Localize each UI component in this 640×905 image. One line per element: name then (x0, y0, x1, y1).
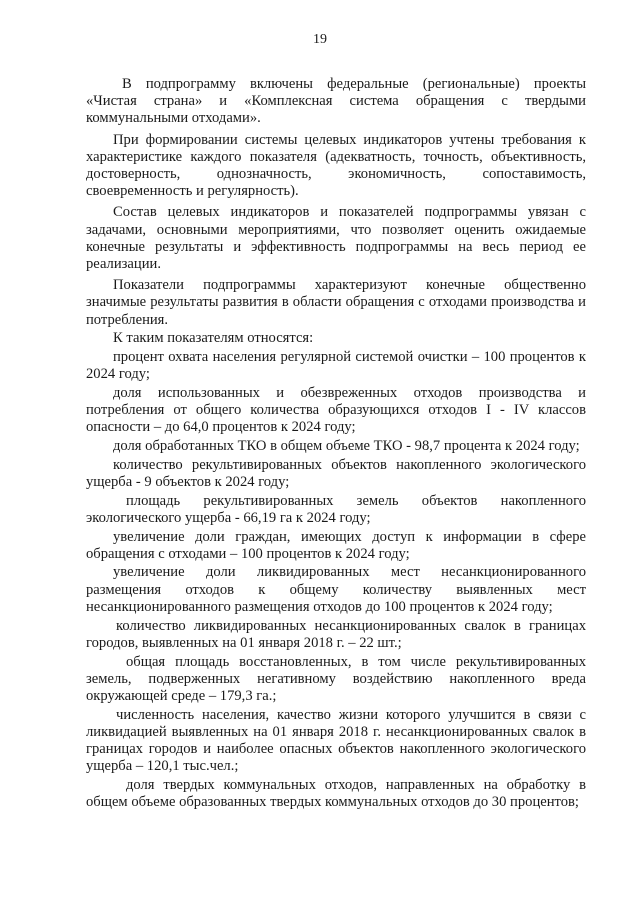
list-item-used-waste-share: доля использованных и обезвреженных отходов производства и потребления от общего количества образующихся отходов I - IV классов опасности – до 64,0 процентов к 2024 году; (86, 384, 586, 436)
paragraph-indicator-requirements: При формировании системы целевых индикаторов учтены требования к характеристике каждого показателя (адекватность, точность, объективность, достоверность, однозначность, экономичность, сопоставимость, своевременность и регулярность). (86, 131, 586, 200)
page-number: 19 (313, 32, 327, 47)
list-item-population: численность населения, качество жизни которого улучшится в связи с ликвидацией выявленных на 01 января 2018 г. несанкционированных свалок в границах городов и наиболее опасных объектов накопленного экологического ущерба – 120,1 тыс.чел.; (86, 706, 586, 775)
list-item-liquidated-dumps: количество ликвидированных несанкционированных свалок в границах городов, выявленных на 01 января 2018 г. – 22 шт.; (86, 617, 586, 651)
document-body (86, 76, 586, 813)
list-item-coverage: процент охвата населения регулярной системой очистки – 100 процентов к 2024 году; (86, 349, 586, 383)
list-item-information-access: увеличение доли граждан, имеющих доступ к информации в сфере обращения с отходами – 100 процентов к 2024 году; (86, 528, 586, 562)
paragraph-indicator-composition: Состав целевых индикаторов и показателей подпрограммы увязан с задачами, основными мероприятиями, что позволяет оценить ожидаемые конечные результаты и эффективность подпрограммы на весь период ее реализации. (86, 204, 586, 273)
list-item-recultivated-area: площадь рекультивированных земель объектов накопленного экологического ущерба - 66,19 га к 2024 году; (86, 492, 586, 526)
paragraph-projects: В подпрограмму включены федеральные (региональные) проекты «Чистая страна» и «Комплексная система обращения с твердыми коммунальными отходами». (86, 76, 586, 127)
list-item-restored-area: общая площадь восстановленных, в том числе рекультивированных земель, подверженных негативному воздействию накопленного вреда окружающей среде – 179,3 га.; (86, 653, 586, 704)
paragraph-indicators-list-intro: К таким показателям относятся: (113, 330, 314, 347)
list-item-recultivated-objects: количество рекультивированных объектов накопленного экологического ущерба - 9 объектов к 2024 году; (86, 456, 586, 490)
list-item-tko-processing-share: доля твердых коммунальных отходов, направленных на обработку в общем объеме образованных твердых коммунальных отходов до 30 процентов; (86, 776, 586, 811)
paragraph-indicators-characterize: Показатели подпрограммы характеризуют конечные общественно значимые результаты развития в области обращения с отходами производства и потребления. (86, 277, 586, 328)
list-item-processed-tko-share: доля обработанных ТКО в общем объеме ТКО - 98,7 процента к 2024 году; (113, 438, 580, 455)
list-item-liquidated-sites-share: увеличение доли ликвидированных мест несанкционированного размещения отходов к общему количеству выявленных мест несанкционированного размещения отходов до 100 процентов к 2024 году; (86, 564, 586, 615)
